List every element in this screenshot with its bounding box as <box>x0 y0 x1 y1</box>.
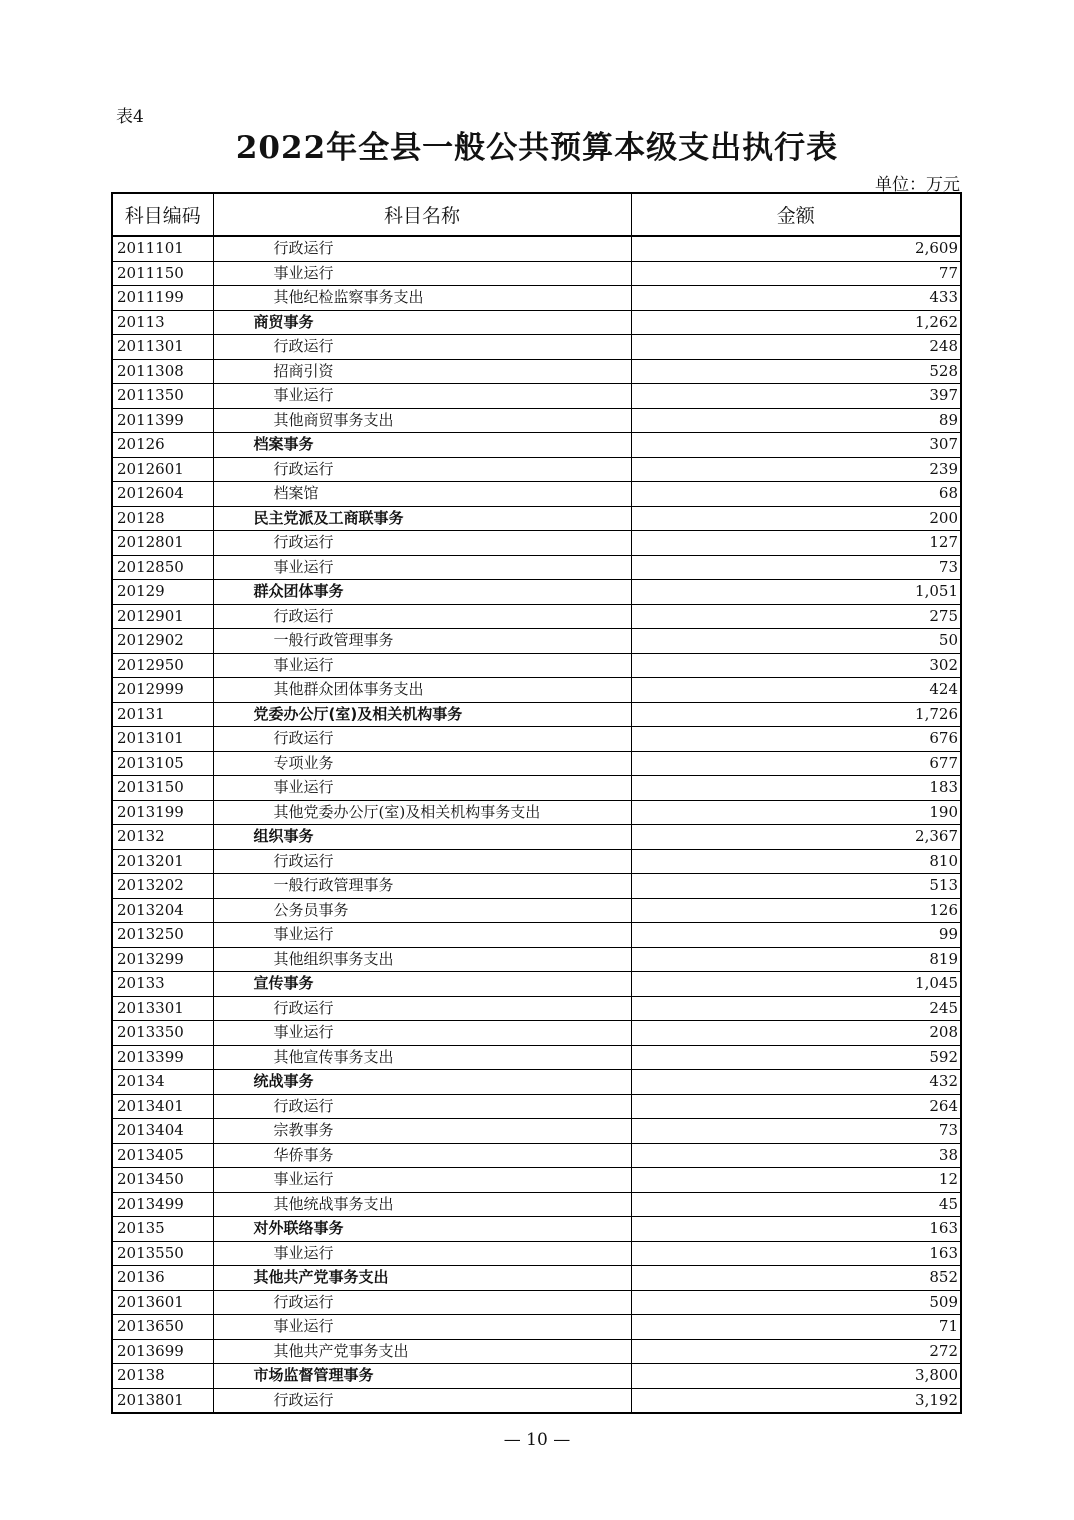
code-cell: 20131 <box>112 702 213 727</box>
table-row <box>112 604 961 629</box>
name-cell: 招商引资 <box>213 359 631 384</box>
table-row <box>112 751 961 776</box>
code-cell: 2012901 <box>112 604 213 629</box>
header-code: 科目编码 <box>112 193 213 236</box>
code-cell: 2011308 <box>112 359 213 384</box>
name-cell: 行政运行 <box>213 1094 631 1119</box>
amount-cell: 676 <box>631 727 961 752</box>
code-cell: 2012601 <box>112 457 213 482</box>
amount-cell: 73 <box>631 1119 961 1144</box>
amount-cell: 819 <box>631 947 961 972</box>
amount-cell: 3,800 <box>631 1364 961 1389</box>
code-cell: 2013450 <box>112 1168 213 1193</box>
code-cell: 2011199 <box>112 286 213 311</box>
name-cell: 事业运行 <box>213 1241 631 1266</box>
amount-cell: 50 <box>631 629 961 654</box>
amount-cell: 239 <box>631 457 961 482</box>
category-row <box>112 972 961 997</box>
table-row <box>112 236 961 261</box>
amount-cell: 163 <box>631 1241 961 1266</box>
name-cell: 事业运行 <box>213 1168 631 1193</box>
table-row <box>112 1339 961 1364</box>
amount-cell: 126 <box>631 898 961 923</box>
code-cell: 2011301 <box>112 335 213 360</box>
code-cell: 2013199 <box>112 800 213 825</box>
page-title: 2022年全县一般公共预算本级支出执行表 <box>235 130 839 166</box>
amount-cell: 77 <box>631 261 961 286</box>
name-cell: 行政运行 <box>213 849 631 874</box>
amount-cell: 45 <box>631 1192 961 1217</box>
amount-cell: 1,726 <box>631 702 961 727</box>
code-cell: 2012950 <box>112 653 213 678</box>
table-row <box>112 1119 961 1144</box>
amount-cell: 528 <box>631 359 961 384</box>
code-cell: 2012604 <box>112 482 213 507</box>
category-row <box>112 506 961 531</box>
table-row <box>112 1021 961 1046</box>
name-cell: 档案事务 <box>213 433 631 458</box>
code-cell: 2012999 <box>112 678 213 703</box>
category-row <box>112 1217 961 1242</box>
amount-cell: 424 <box>631 678 961 703</box>
table-row <box>112 1290 961 1315</box>
amount-cell: 509 <box>631 1290 961 1315</box>
code-cell: 20136 <box>112 1266 213 1291</box>
code-cell: 2013405 <box>112 1143 213 1168</box>
name-cell: 行政运行 <box>213 335 631 360</box>
name-cell: 行政运行 <box>213 727 631 752</box>
category-row <box>112 433 961 458</box>
amount-cell: 89 <box>631 408 961 433</box>
code-cell: 20132 <box>112 825 213 850</box>
code-cell: 2013550 <box>112 1241 213 1266</box>
code-cell: 20135 <box>112 1217 213 1242</box>
code-cell: 2013105 <box>112 751 213 776</box>
table-row <box>112 1315 961 1340</box>
name-cell: 公务员事务 <box>213 898 631 923</box>
amount-cell: 513 <box>631 874 961 899</box>
table-row <box>112 678 961 703</box>
table-row <box>112 335 961 360</box>
amount-cell: 810 <box>631 849 961 874</box>
code-cell: 2013350 <box>112 1021 213 1046</box>
name-cell: 市场监督管理事务 <box>213 1364 631 1389</box>
name-cell: 事业运行 <box>213 923 631 948</box>
name-cell: 其他纪检监察事务支出 <box>213 286 631 311</box>
category-row <box>112 1266 961 1291</box>
table-row <box>112 727 961 752</box>
name-cell: 华侨事务 <box>213 1143 631 1168</box>
name-cell: 事业运行 <box>213 653 631 678</box>
table-row <box>112 923 961 948</box>
code-cell: 2013401 <box>112 1094 213 1119</box>
amount-cell: 71 <box>631 1315 961 1340</box>
amount-cell: 68 <box>631 482 961 507</box>
amount-cell: 1,051 <box>631 580 961 605</box>
code-cell: 2013801 <box>112 1388 213 1413</box>
code-cell: 2013201 <box>112 849 213 874</box>
name-cell: 行政运行 <box>213 1388 631 1413</box>
code-cell: 2011350 <box>112 384 213 409</box>
amount-cell: 245 <box>631 996 961 1021</box>
name-cell: 事业运行 <box>213 1021 631 1046</box>
amount-cell: 208 <box>631 1021 961 1046</box>
table-row <box>112 776 961 801</box>
name-cell: 行政运行 <box>213 236 631 261</box>
code-cell: 2013101 <box>112 727 213 752</box>
code-cell: 2013650 <box>112 1315 213 1340</box>
code-cell: 2013299 <box>112 947 213 972</box>
table-row <box>112 629 961 654</box>
table-row <box>112 531 961 556</box>
name-cell: 组织事务 <box>213 825 631 850</box>
code-cell: 20113 <box>112 310 213 335</box>
amount-cell: 12 <box>631 1168 961 1193</box>
name-cell: 统战事务 <box>213 1070 631 1095</box>
table-row <box>112 849 961 874</box>
amount-cell: 677 <box>631 751 961 776</box>
name-cell: 其他群众团体事务支出 <box>213 678 631 703</box>
code-cell: 2013499 <box>112 1192 213 1217</box>
name-cell: 档案馆 <box>213 482 631 507</box>
name-cell: 党委办公厅(室)及相关机构事务 <box>213 702 631 727</box>
name-cell: 行政运行 <box>213 1290 631 1315</box>
table-row <box>112 800 961 825</box>
name-cell: 其他统战事务支出 <box>213 1192 631 1217</box>
code-cell: 2012801 <box>112 531 213 556</box>
table-row <box>112 874 961 899</box>
name-cell: 宣传事务 <box>213 972 631 997</box>
amount-cell: 592 <box>631 1045 961 1070</box>
name-cell: 其他宣传事务支出 <box>213 1045 631 1070</box>
amount-cell: 183 <box>631 776 961 801</box>
amount-cell: 275 <box>631 604 961 629</box>
expenditure-table <box>111 192 962 1414</box>
name-cell: 行政运行 <box>213 457 631 482</box>
table-row <box>112 1168 961 1193</box>
amount-cell: 190 <box>631 800 961 825</box>
code-cell: 2013404 <box>112 1119 213 1144</box>
name-cell: 事业运行 <box>213 1315 631 1340</box>
amount-cell: 307 <box>631 433 961 458</box>
code-cell: 2012850 <box>112 555 213 580</box>
table-row <box>112 286 961 311</box>
name-cell: 事业运行 <box>213 384 631 409</box>
amount-cell: 264 <box>631 1094 961 1119</box>
code-cell: 2012902 <box>112 629 213 654</box>
name-cell: 其他党委办公厅(室)及相关机构事务支出 <box>213 800 631 825</box>
category-row <box>112 310 961 335</box>
amount-cell: 302 <box>631 653 961 678</box>
unit-label: 单位：万元 <box>875 175 960 195</box>
table-row <box>112 898 961 923</box>
name-cell: 其他组织事务支出 <box>213 947 631 972</box>
name-cell: 宗教事务 <box>213 1119 631 1144</box>
table-header-row <box>112 193 961 236</box>
category-row <box>112 825 961 850</box>
code-cell: 20133 <box>112 972 213 997</box>
table-row <box>112 996 961 1021</box>
category-row <box>112 580 961 605</box>
name-cell: 商贸事务 <box>213 310 631 335</box>
amount-cell: 2,609 <box>631 236 961 261</box>
table-row <box>112 1388 961 1413</box>
table-row <box>112 482 961 507</box>
code-cell: 2013399 <box>112 1045 213 1070</box>
code-cell: 2013699 <box>112 1339 213 1364</box>
name-cell: 其他共产党事务支出 <box>213 1339 631 1364</box>
name-cell: 民主党派及工商联事务 <box>213 506 631 531</box>
table-body <box>112 236 961 1413</box>
category-row <box>112 702 961 727</box>
amount-cell: 433 <box>631 286 961 311</box>
amount-cell: 397 <box>631 384 961 409</box>
name-cell: 事业运行 <box>213 555 631 580</box>
code-cell: 2013250 <box>112 923 213 948</box>
name-cell: 一般行政管理事务 <box>213 629 631 654</box>
name-cell: 群众团体事务 <box>213 580 631 605</box>
name-cell: 其他共产党事务支出 <box>213 1266 631 1291</box>
table-label: 表4 <box>116 107 144 127</box>
code-cell: 2013202 <box>112 874 213 899</box>
amount-cell: 2,367 <box>631 825 961 850</box>
table-row <box>112 1192 961 1217</box>
name-cell: 行政运行 <box>213 996 631 1021</box>
name-cell: 对外联络事务 <box>213 1217 631 1242</box>
code-cell: 20134 <box>112 1070 213 1095</box>
amount-cell: 200 <box>631 506 961 531</box>
table-row <box>112 653 961 678</box>
amount-cell: 852 <box>631 1266 961 1291</box>
amount-cell: 272 <box>631 1339 961 1364</box>
code-cell: 20128 <box>112 506 213 531</box>
code-cell: 20138 <box>112 1364 213 1389</box>
amount-cell: 127 <box>631 531 961 556</box>
amount-cell: 1,045 <box>631 972 961 997</box>
amount-cell: 73 <box>631 555 961 580</box>
table-row <box>112 1241 961 1266</box>
table-row <box>112 359 961 384</box>
name-cell: 一般行政管理事务 <box>213 874 631 899</box>
code-cell: 2013601 <box>112 1290 213 1315</box>
code-cell: 2013150 <box>112 776 213 801</box>
name-cell: 行政运行 <box>213 604 631 629</box>
name-cell: 行政运行 <box>213 531 631 556</box>
table-row <box>112 555 961 580</box>
name-cell: 专项业务 <box>213 751 631 776</box>
code-cell: 2013301 <box>112 996 213 1021</box>
code-cell: 2011399 <box>112 408 213 433</box>
page-number: — 10 — <box>503 1430 571 1450</box>
table-row <box>112 947 961 972</box>
code-cell: 20126 <box>112 433 213 458</box>
code-cell: 2013204 <box>112 898 213 923</box>
table-row <box>112 1143 961 1168</box>
table-row <box>112 1045 961 1070</box>
code-cell: 2011101 <box>112 236 213 261</box>
table-row <box>112 1094 961 1119</box>
header-amount: 金额 <box>631 193 961 236</box>
table-row <box>112 384 961 409</box>
code-cell: 20129 <box>112 580 213 605</box>
name-cell: 其他商贸事务支出 <box>213 408 631 433</box>
name-cell: 事业运行 <box>213 261 631 286</box>
table-row <box>112 261 961 286</box>
amount-cell: 99 <box>631 923 961 948</box>
amount-cell: 38 <box>631 1143 961 1168</box>
code-cell: 2011150 <box>112 261 213 286</box>
category-row <box>112 1070 961 1095</box>
category-row <box>112 1364 961 1389</box>
amount-cell: 432 <box>631 1070 961 1095</box>
amount-cell: 3,192 <box>631 1388 961 1413</box>
table-row <box>112 408 961 433</box>
amount-cell: 163 <box>631 1217 961 1242</box>
table-row <box>112 457 961 482</box>
name-cell: 事业运行 <box>213 776 631 801</box>
amount-cell: 1,262 <box>631 310 961 335</box>
amount-cell: 248 <box>631 335 961 360</box>
header-name: 科目名称 <box>213 193 631 236</box>
